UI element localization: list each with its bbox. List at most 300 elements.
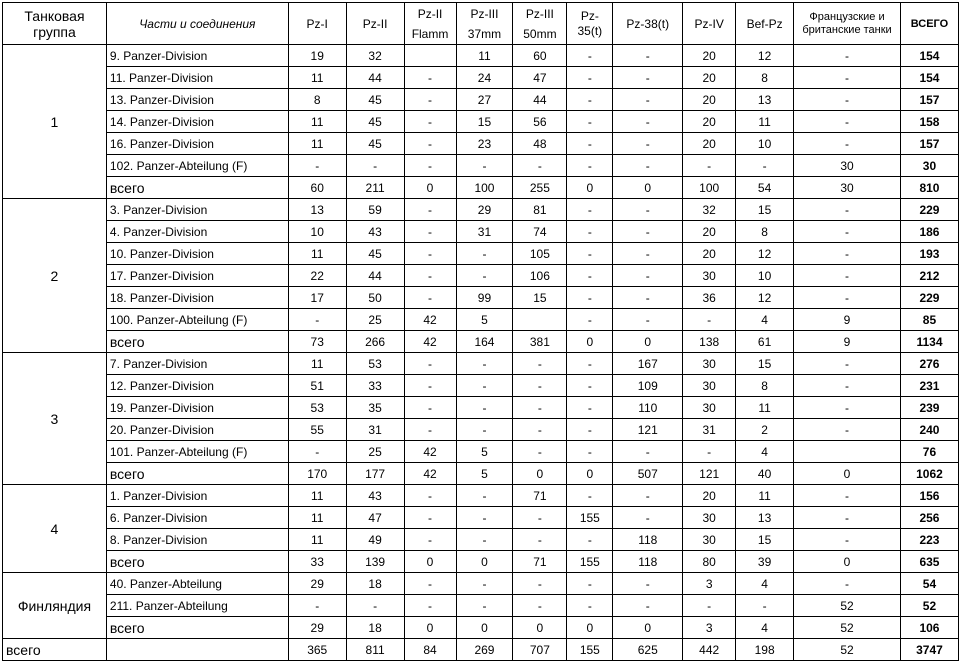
value-cell: 47	[513, 67, 567, 89]
value-cell: 5	[456, 441, 513, 463]
value-cell: -	[613, 573, 683, 595]
table-row	[3, 573, 959, 595]
value-cell: 13	[288, 199, 346, 221]
value-cell: 10	[288, 221, 346, 243]
unit-name: 1. Panzer-Division	[106, 485, 288, 507]
value-cell: 3	[683, 573, 736, 595]
value-cell: 11	[288, 529, 346, 551]
sum-cell: 139	[346, 551, 404, 573]
value-cell: -	[513, 375, 567, 397]
value-cell: 15	[456, 111, 513, 133]
value-cell: 13	[736, 89, 794, 111]
value-cell: 25	[346, 309, 404, 331]
value-cell: -	[613, 309, 683, 331]
table-row	[3, 243, 959, 265]
value-cell: -	[513, 529, 567, 551]
table-row	[3, 397, 959, 419]
header-row	[3, 3, 959, 25]
sum-cell: 30	[794, 177, 901, 199]
unit-name: 6. Panzer-Division	[106, 507, 288, 529]
value-cell: -	[567, 111, 613, 133]
table-row	[3, 375, 959, 397]
value-cell: 42	[404, 309, 456, 331]
value-cell: 105	[513, 243, 567, 265]
value-cell: -	[613, 199, 683, 221]
value-cell: 45	[346, 133, 404, 155]
table-row	[3, 485, 959, 507]
value-cell: -	[794, 419, 901, 441]
value-cell: -	[513, 507, 567, 529]
value-cell: -	[404, 397, 456, 419]
sum-cell: 29	[288, 617, 346, 639]
sum-cell: 3	[683, 617, 736, 639]
value-cell: 30	[683, 507, 736, 529]
value-cell: -	[794, 89, 901, 111]
value-cell: 5	[456, 309, 513, 331]
unit-name: 9. Panzer-Division	[106, 45, 288, 67]
value-cell: -	[613, 89, 683, 111]
unit-name: 100. Panzer-Abteilung (F)	[106, 309, 288, 331]
header-pz3-50-top: Pz-III	[513, 3, 567, 25]
value-cell: 81	[513, 199, 567, 221]
value-cell: -	[404, 287, 456, 309]
value-cell: 44	[346, 67, 404, 89]
unit-name: 19. Panzer-Division	[106, 397, 288, 419]
row-total-cell: 30	[900, 155, 958, 177]
value-cell: 20	[683, 243, 736, 265]
sum-cell: 0	[404, 617, 456, 639]
sum-cell: 60	[288, 177, 346, 199]
table-row	[3, 419, 959, 441]
value-cell: 11	[456, 45, 513, 67]
unit-name: 11. Panzer-Division	[106, 67, 288, 89]
value-cell: -	[613, 111, 683, 133]
unit-name: 101. Panzer-Abteilung (F)	[106, 441, 288, 463]
value-cell: -	[794, 111, 901, 133]
row-total-cell: 54	[900, 573, 958, 595]
value-cell: 23	[456, 133, 513, 155]
value-cell: -	[683, 441, 736, 463]
row-total-cell: 52	[900, 595, 958, 617]
table-row	[3, 45, 959, 67]
value-cell: -	[513, 419, 567, 441]
value-cell: -	[456, 529, 513, 551]
value-cell: -	[794, 199, 901, 221]
sum-cell: 0	[404, 551, 456, 573]
value-cell: -	[404, 485, 456, 507]
value-cell: 167	[613, 353, 683, 375]
value-cell: 71	[513, 485, 567, 507]
value-cell: 55	[288, 419, 346, 441]
header-units: Части и соединения	[106, 3, 288, 45]
header-group: Танковая группа	[3, 3, 107, 45]
table-row	[3, 221, 959, 243]
header-pz2-flamm-top: Pz-II	[404, 3, 456, 25]
value-cell: 20	[683, 89, 736, 111]
sum-cell: 61	[736, 331, 794, 353]
value-cell: -	[456, 485, 513, 507]
value-cell: 45	[346, 111, 404, 133]
row-total-cell: 193	[900, 243, 958, 265]
value-cell: -	[567, 243, 613, 265]
value-cell: -	[288, 595, 346, 617]
value-cell: -	[288, 309, 346, 331]
value-cell: 19	[288, 45, 346, 67]
group-sum-label: всего	[106, 177, 288, 199]
row-total-cell: 157	[900, 133, 958, 155]
value-cell: -	[567, 397, 613, 419]
row-total-cell: 229	[900, 287, 958, 309]
value-cell: 31	[456, 221, 513, 243]
value-cell: -	[456, 243, 513, 265]
value-cell: -	[794, 287, 901, 309]
table-row	[3, 353, 959, 375]
value-cell: -	[613, 595, 683, 617]
value-cell: 30	[683, 353, 736, 375]
value-cell: -	[567, 419, 613, 441]
value-cell: -	[567, 595, 613, 617]
value-cell: -	[794, 573, 901, 595]
value-cell: 45	[346, 243, 404, 265]
value-cell: 35	[346, 397, 404, 419]
value-cell: -	[736, 595, 794, 617]
value-cell: 56	[513, 111, 567, 133]
grand-value-cell: 707	[513, 639, 567, 661]
value-cell: -	[513, 441, 567, 463]
value-cell: -	[456, 353, 513, 375]
value-cell: -	[404, 573, 456, 595]
value-cell: 11	[288, 111, 346, 133]
table-row	[3, 155, 959, 177]
table-row	[3, 507, 959, 529]
table-row	[3, 133, 959, 155]
value-cell: 11	[288, 243, 346, 265]
value-cell: -	[456, 595, 513, 617]
value-cell: 8	[736, 221, 794, 243]
value-cell: -	[613, 441, 683, 463]
sum-cell: 100	[456, 177, 513, 199]
value-cell: -	[404, 595, 456, 617]
table-row	[3, 89, 959, 111]
row-total-cell: 240	[900, 419, 958, 441]
value-cell: 10	[736, 133, 794, 155]
value-cell: 110	[613, 397, 683, 419]
row-total-cell: 239	[900, 397, 958, 419]
group-sum-row	[3, 177, 959, 199]
header-pz3-37-bottom: 37mm	[456, 24, 513, 45]
value-cell: 53	[288, 397, 346, 419]
sum-cell: 164	[456, 331, 513, 353]
unit-name: 211. Panzer-Abteilung	[106, 595, 288, 617]
row-total-cell: 156	[900, 485, 958, 507]
value-cell: 15	[736, 353, 794, 375]
value-cell: 42	[404, 441, 456, 463]
group-total-cell: 106	[900, 617, 958, 639]
value-cell: -	[613, 155, 683, 177]
row-total-cell: 212	[900, 265, 958, 287]
value-cell: 4	[736, 441, 794, 463]
value-cell: -	[404, 507, 456, 529]
group-sum-label: всего	[106, 463, 288, 485]
value-cell: 30	[683, 375, 736, 397]
value-cell: -	[794, 353, 901, 375]
row-total-cell: 85	[900, 309, 958, 331]
value-cell: 29	[288, 573, 346, 595]
value-cell: -	[456, 573, 513, 595]
value-cell: 12	[736, 243, 794, 265]
sum-cell: 5	[456, 463, 513, 485]
unit-name: 3. Panzer-Division	[106, 199, 288, 221]
value-cell: -	[794, 221, 901, 243]
value-cell: 20	[683, 133, 736, 155]
value-cell: -	[613, 67, 683, 89]
table-row	[3, 67, 959, 89]
unit-name: 12. Panzer-Division	[106, 375, 288, 397]
value-cell: -	[404, 155, 456, 177]
grand-value-cell: 365	[288, 639, 346, 661]
value-cell: -	[567, 573, 613, 595]
sum-cell: 0	[794, 463, 901, 485]
value-cell: 29	[456, 199, 513, 221]
value-cell: -	[456, 507, 513, 529]
unit-name: 13. Panzer-Division	[106, 89, 288, 111]
grand-total-row	[3, 639, 959, 661]
value-cell: -	[794, 397, 901, 419]
group-total-cell: 1134	[900, 331, 958, 353]
sum-cell: 0	[513, 617, 567, 639]
value-cell: 18	[346, 573, 404, 595]
value-cell: -	[404, 375, 456, 397]
value-cell: -	[567, 155, 613, 177]
value-cell: 32	[683, 199, 736, 221]
value-cell: -	[567, 199, 613, 221]
value-cell: 11	[288, 507, 346, 529]
unit-name: 17. Panzer-Division	[106, 265, 288, 287]
value-cell: -	[613, 221, 683, 243]
unit-name: 102. Panzer-Abteilung (F)	[106, 155, 288, 177]
table-row	[3, 111, 959, 133]
row-total-cell: 229	[900, 199, 958, 221]
value-cell: 13	[736, 507, 794, 529]
value-cell: 74	[513, 221, 567, 243]
group-total-cell: 1062	[900, 463, 958, 485]
unit-name: 7. Panzer-Division	[106, 353, 288, 375]
sum-cell: 177	[346, 463, 404, 485]
header-pz1: Pz-I	[288, 3, 346, 45]
value-cell: 60	[513, 45, 567, 67]
sum-cell: 0	[794, 551, 901, 573]
value-cell: 8	[736, 375, 794, 397]
value-cell: -	[567, 265, 613, 287]
value-cell: 11	[288, 133, 346, 155]
value-cell: 24	[456, 67, 513, 89]
row-total-cell: 223	[900, 529, 958, 551]
sum-cell: 0	[404, 177, 456, 199]
value-cell: 12	[736, 45, 794, 67]
value-cell: 109	[613, 375, 683, 397]
unit-name: 10. Panzer-Division	[106, 243, 288, 265]
value-cell: -	[613, 133, 683, 155]
table-body	[3, 3, 959, 661]
value-cell: 118	[613, 529, 683, 551]
group-sum-label: всего	[106, 331, 288, 353]
value-cell: 121	[613, 419, 683, 441]
value-cell: 59	[346, 199, 404, 221]
value-cell: -	[404, 221, 456, 243]
value-cell: 49	[346, 529, 404, 551]
value-cell: 43	[346, 485, 404, 507]
value-cell: 155	[567, 507, 613, 529]
value-cell: -	[456, 155, 513, 177]
group-name: Финляндия	[3, 573, 107, 639]
value-cell: 30	[683, 397, 736, 419]
value-cell: -	[794, 265, 901, 287]
grand-empty-cell	[106, 639, 288, 661]
header-pz3-50-bottom: 50mm	[513, 24, 567, 45]
value-cell: -	[794, 507, 901, 529]
value-cell: 43	[346, 221, 404, 243]
sum-cell: 54	[736, 177, 794, 199]
header-befpz: Bef-Pz	[736, 3, 794, 45]
grand-value-cell: 198	[736, 639, 794, 661]
value-cell: -	[567, 133, 613, 155]
value-cell: 15	[736, 199, 794, 221]
value-cell: -	[513, 155, 567, 177]
sum-cell: 71	[513, 551, 567, 573]
value-cell: -	[794, 485, 901, 507]
grand-value-cell: 442	[683, 639, 736, 661]
value-cell: -	[613, 507, 683, 529]
row-total-cell: 154	[900, 45, 958, 67]
tank-table	[2, 2, 959, 661]
header-pz3-37-top: Pz-III	[456, 3, 513, 25]
table-row	[3, 309, 959, 331]
grand-value-cell: 269	[456, 639, 513, 661]
value-cell: 22	[288, 265, 346, 287]
value-cell: 30	[794, 155, 901, 177]
grand-value-cell: 155	[567, 639, 613, 661]
value-cell: -	[456, 419, 513, 441]
value-cell: 20	[683, 45, 736, 67]
sum-cell: 0	[613, 331, 683, 353]
header-pz38: Pz-38(t)	[613, 3, 683, 45]
table-row	[3, 529, 959, 551]
sum-cell: 138	[683, 331, 736, 353]
row-total-cell: 76	[900, 441, 958, 463]
sum-cell: 52	[794, 617, 901, 639]
value-cell: 50	[346, 287, 404, 309]
value-cell: -	[404, 353, 456, 375]
value-cell: 11	[288, 353, 346, 375]
header-pz4: Pz-IV	[683, 3, 736, 45]
value-cell: -	[404, 133, 456, 155]
sum-cell: 0	[567, 617, 613, 639]
value-cell: 51	[288, 375, 346, 397]
value-cell: 53	[346, 353, 404, 375]
value-cell: 11	[288, 485, 346, 507]
sum-cell: 118	[613, 551, 683, 573]
value-cell: 8	[736, 67, 794, 89]
table-row	[3, 199, 959, 221]
value-cell: 20	[683, 221, 736, 243]
sum-cell: 266	[346, 331, 404, 353]
value-cell: -	[567, 287, 613, 309]
value-cell: -	[683, 155, 736, 177]
value-cell: -	[513, 397, 567, 419]
value-cell: 25	[346, 441, 404, 463]
header-pz35: Pz-35(t)	[567, 3, 613, 45]
value-cell: -	[794, 375, 901, 397]
row-total-cell: 158	[900, 111, 958, 133]
row-total-cell: 157	[900, 89, 958, 111]
value-cell: -	[683, 309, 736, 331]
sum-cell: 18	[346, 617, 404, 639]
group-name: 2	[3, 199, 107, 353]
value-cell: -	[404, 265, 456, 287]
value-cell: -	[736, 155, 794, 177]
value-cell: -	[404, 111, 456, 133]
unit-name: 40. Panzer-Abteilung	[106, 573, 288, 595]
value-cell: -	[404, 529, 456, 551]
group-sum-row	[3, 331, 959, 353]
grand-value-cell: 811	[346, 639, 404, 661]
value-cell: 32	[346, 45, 404, 67]
value-cell: -	[404, 89, 456, 111]
value-cell	[794, 441, 901, 463]
value-cell: 2	[736, 419, 794, 441]
value-cell: -	[794, 45, 901, 67]
value-cell: -	[346, 155, 404, 177]
sum-cell: 121	[683, 463, 736, 485]
value-cell: -	[567, 67, 613, 89]
value-cell: -	[613, 265, 683, 287]
sum-cell: 0	[456, 551, 513, 573]
sum-cell: 507	[613, 463, 683, 485]
sum-cell: 4	[736, 617, 794, 639]
sum-cell: 0	[613, 617, 683, 639]
header-pz2-flamm-bottom: Flamm	[404, 24, 456, 45]
sum-cell: 0	[567, 463, 613, 485]
value-cell: 15	[513, 287, 567, 309]
value-cell: -	[288, 155, 346, 177]
group-sum-row	[3, 551, 959, 573]
value-cell: 99	[456, 287, 513, 309]
value-cell: 31	[346, 419, 404, 441]
value-cell: -	[404, 199, 456, 221]
value-cell: 33	[346, 375, 404, 397]
group-sum-row	[3, 463, 959, 485]
sum-cell: 42	[404, 463, 456, 485]
group-total-cell: 635	[900, 551, 958, 573]
value-cell: -	[404, 419, 456, 441]
value-cell: 47	[346, 507, 404, 529]
unit-name: 16. Panzer-Division	[106, 133, 288, 155]
value-cell: 11	[736, 397, 794, 419]
grand-value-cell: 52	[794, 639, 901, 661]
value-cell: 27	[456, 89, 513, 111]
value-cell: -	[513, 573, 567, 595]
value-cell: 4	[736, 573, 794, 595]
value-cell: 45	[346, 89, 404, 111]
value-cell: -	[794, 67, 901, 89]
value-cell: -	[513, 595, 567, 617]
group-sum-label: всего	[106, 617, 288, 639]
value-cell: -	[794, 243, 901, 265]
value-cell: -	[794, 133, 901, 155]
value-cell: 48	[513, 133, 567, 155]
value-cell: 9	[794, 309, 901, 331]
row-total-cell: 256	[900, 507, 958, 529]
